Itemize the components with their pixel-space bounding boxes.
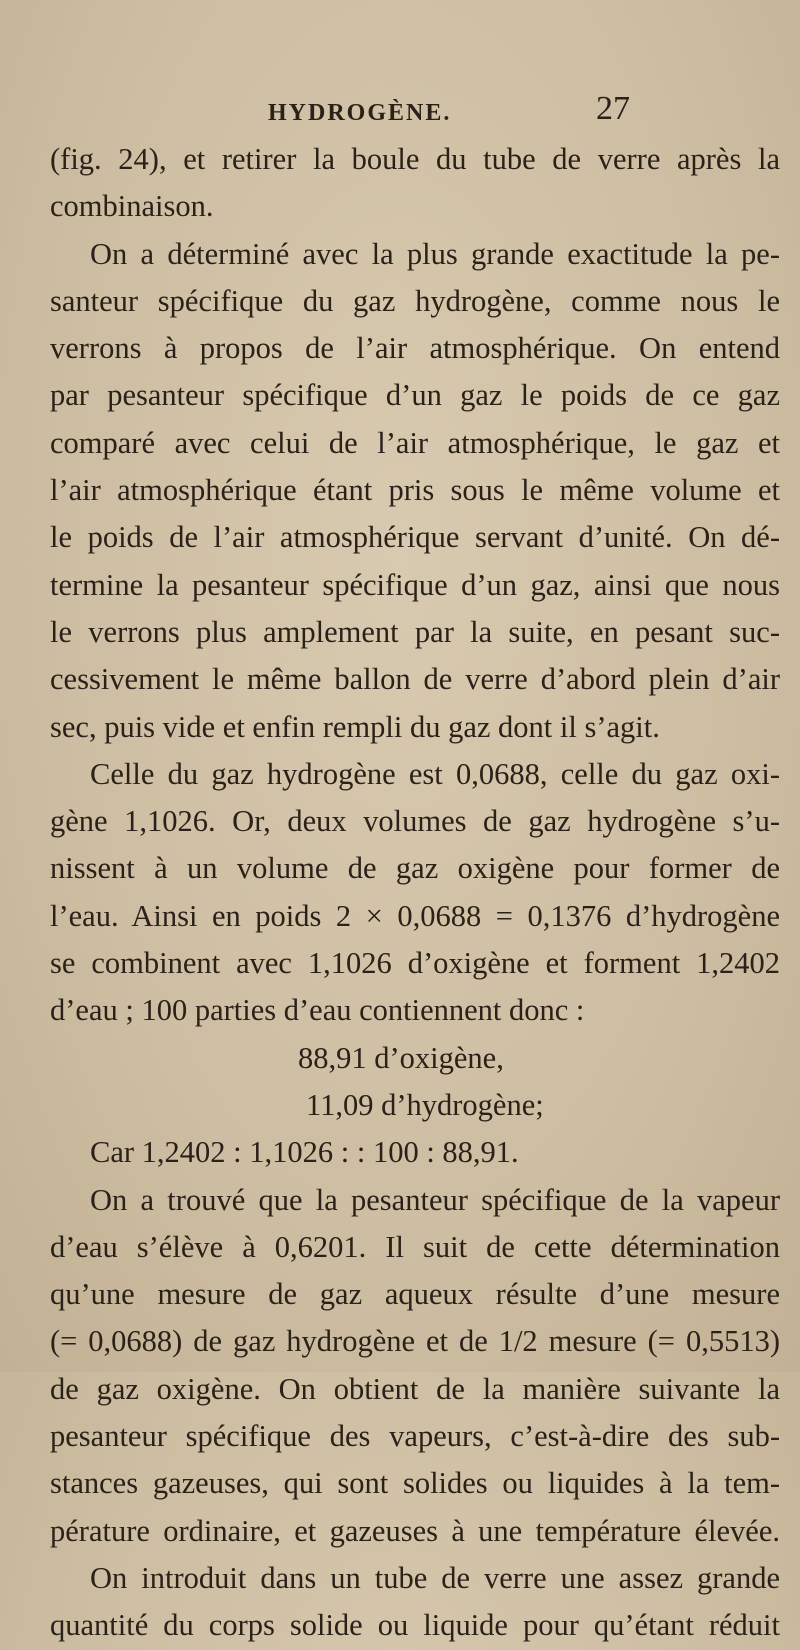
composition-line-hydrogen: 11,09 d’hydrogène; bbox=[306, 1087, 544, 1122]
text-line: santeur spécifique du gaz hydrogène, comme nous le bbox=[50, 283, 780, 318]
text-line: le poids de l’air atmosphérique servant d’unité. On dé- bbox=[50, 520, 780, 555]
text-line: gène 1,1026. Or, deux volumes de gaz hydrogène s’u- bbox=[50, 804, 780, 839]
text-line: se combinent avec 1,1026 d’oxigène et forment 1,2402 bbox=[50, 946, 780, 981]
text-line: quantité du corps solide ou liquide pour qu’étant réduit bbox=[50, 1608, 780, 1643]
text-line: sec, puis vide et enfin rempli du gaz dont il s’agit. bbox=[50, 709, 660, 744]
body-text bbox=[50, 136, 780, 1650]
text-line: (= 0,0688) de gaz hydrogène et de 1/2 mesure (= 0,5513) bbox=[50, 1324, 780, 1359]
text-line: combinaison. bbox=[50, 189, 214, 224]
proportion-line: Car 1,2402 : 1,1026 : : 100 : 88,91. bbox=[90, 1135, 519, 1170]
text-line: le verrons plus amplement par la suite, en pesant suc- bbox=[50, 614, 780, 649]
text-line: d’eau ; 100 parties d’eau contiennent donc : bbox=[50, 993, 585, 1028]
text-line: l’air atmosphérique étant pris sous le même volume et bbox=[50, 473, 780, 508]
text-line: pesanteur spécifique des vapeurs, c’est-à-dire des sub- bbox=[50, 1419, 780, 1454]
composition-line-oxygen: 88,91 d’oxigène, bbox=[298, 1040, 504, 1075]
text-line: l’eau. Ainsi en poids 2 × 0,0688 = 0,1376 d’hydrogène bbox=[50, 898, 780, 933]
text-line: pérature ordinaire, et gazeuses à une température élevée. bbox=[50, 1513, 780, 1548]
running-title: HYDROGÈNE. bbox=[268, 100, 452, 126]
running-head bbox=[0, 90, 800, 134]
text-line: (fig. 24), et retirer la boule du tube de verre après la bbox=[50, 142, 780, 176]
text-line: On a trouvé que la pesanteur spécifique de la vapeur bbox=[90, 1182, 780, 1217]
text-line: nissent à un volume de gaz oxigène pour former de bbox=[50, 851, 780, 886]
text-line: stances gazeuses, qui sont solides ou liquides à la tem- bbox=[50, 1466, 780, 1501]
text-line: qu’une mesure de gaz aqueux résulte d’une mesure bbox=[50, 1277, 780, 1312]
text-line: par pesanteur spécifique d’un gaz le poids de ce gaz bbox=[50, 378, 780, 413]
text-line: de gaz oxigène. On obtient de la manière suivante la bbox=[50, 1371, 780, 1406]
text-line: comparé avec celui de l’air atmosphérique, le gaz et bbox=[50, 425, 780, 460]
text-line: d’eau s’élève à 0,6201. Il suit de cette détermination bbox=[50, 1229, 780, 1264]
text-line: verrons à propos de l’air atmosphérique. On entend bbox=[50, 331, 780, 366]
text-line: termine la pesanteur spécifique d’un gaz, ainsi que nous bbox=[50, 567, 780, 602]
text-line: Celle du gaz hydrogène est 0,0688, celle du gaz oxi- bbox=[90, 756, 780, 791]
text-line: On a déterminé avec la plus grande exactitude la pe- bbox=[90, 236, 780, 271]
text-line: cessivement le même ballon de verre d’abord plein d’air bbox=[50, 662, 780, 697]
text-line: On introduit dans un tube de verre une assez grande bbox=[90, 1560, 780, 1595]
page-number: 27 bbox=[596, 90, 630, 127]
